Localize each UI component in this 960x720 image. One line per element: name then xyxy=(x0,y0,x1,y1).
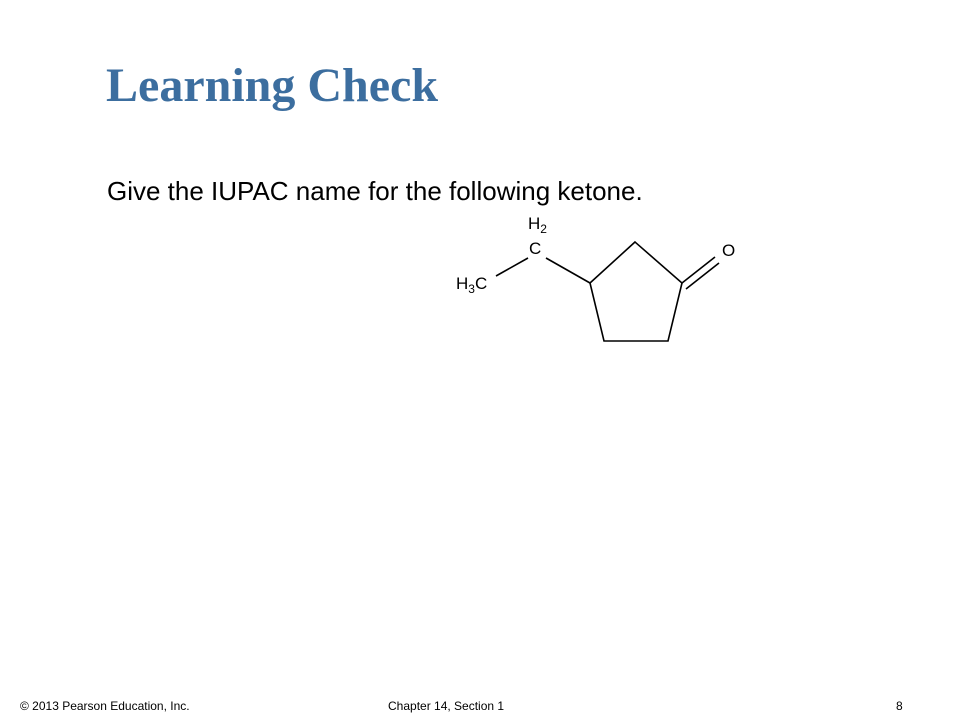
footer-page-number: 8 xyxy=(896,699,903,713)
slide-title: Learning Check xyxy=(106,59,439,112)
ketone-structure-diagram xyxy=(440,208,760,358)
footer-section: Chapter 14, Section 1 xyxy=(388,699,505,713)
ch2-carbon-label: C xyxy=(529,239,542,258)
bond-ch2-ring xyxy=(546,258,590,283)
cyclopentane-ring xyxy=(590,242,682,341)
question-prompt: Give the IUPAC name for the following ketone. xyxy=(107,176,643,206)
bond-ch3-ch2 xyxy=(496,258,528,276)
footer-copyright: © 2013 Pearson Education, Inc. xyxy=(20,699,190,713)
oxygen-label: O xyxy=(722,241,736,260)
ch3-label: $H_3C$ xyxy=(456,274,488,296)
ch2-hydrogen-label: $H_2$ xyxy=(528,214,547,236)
